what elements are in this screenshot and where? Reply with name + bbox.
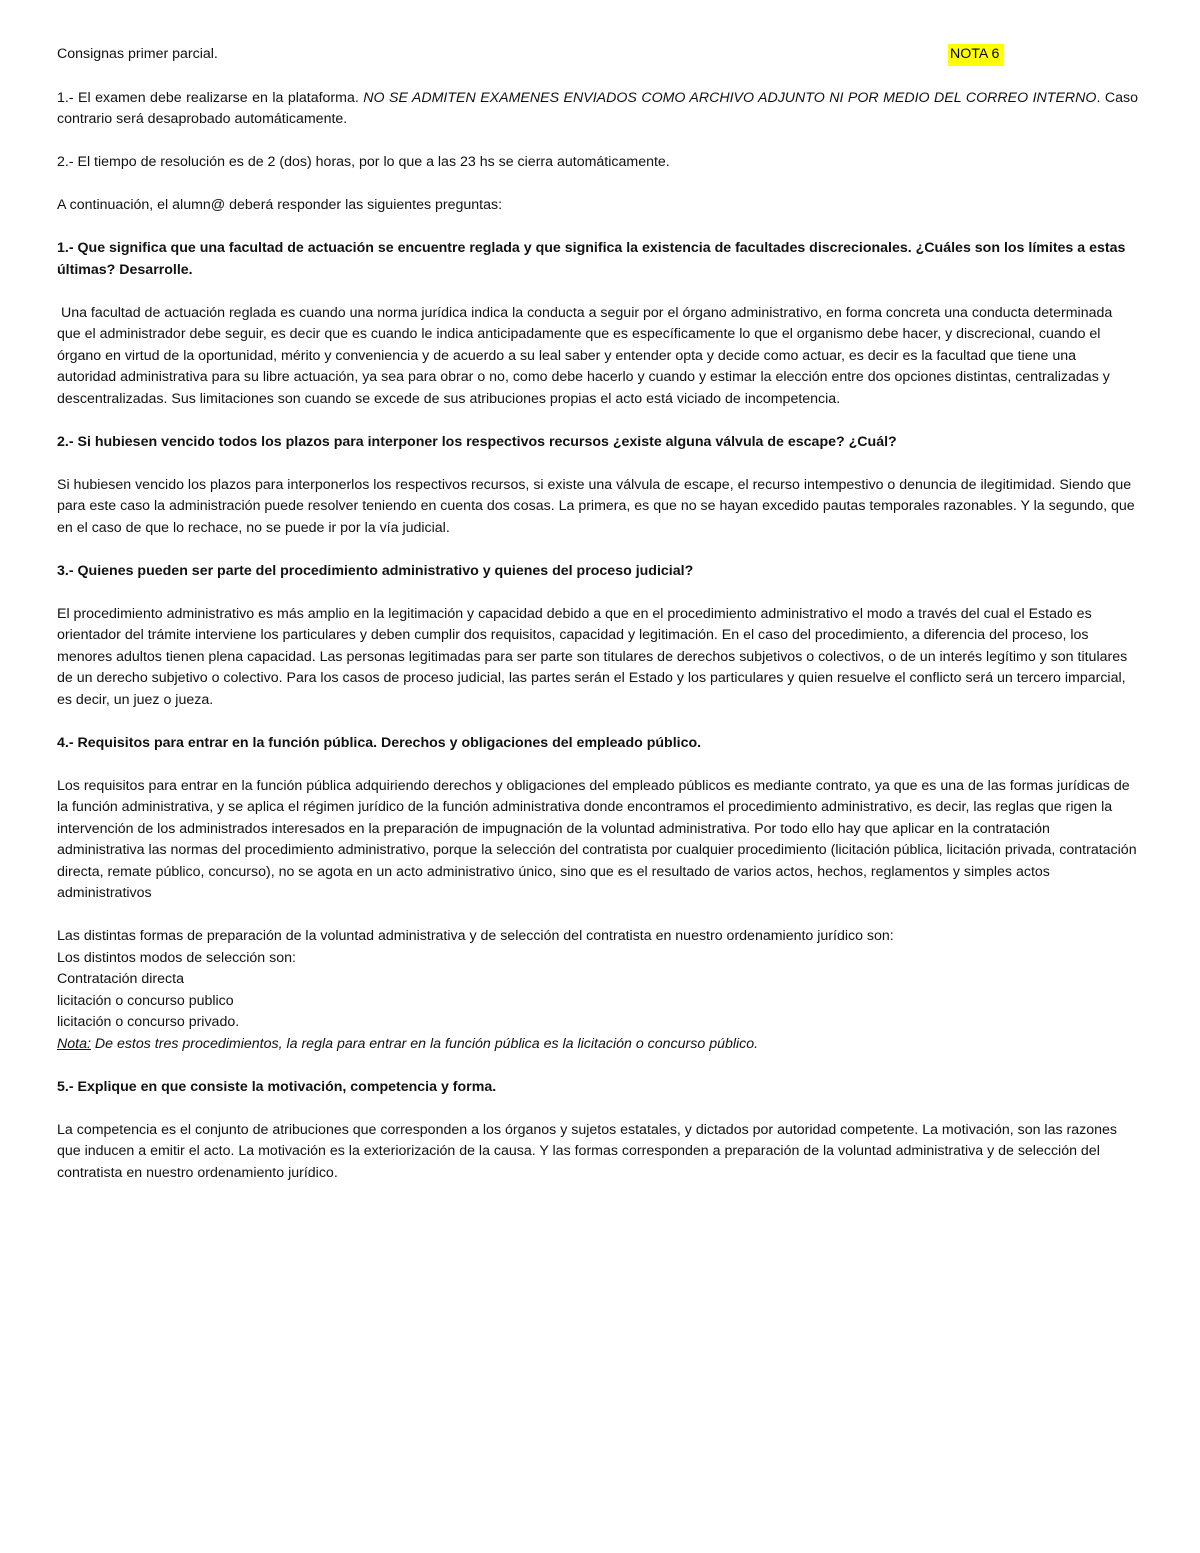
rule-2: 2.- El tiempo de resolución es de 2 (dos) horas, por lo que a las 23 hs se cierra automáticamente. (57, 154, 670, 170)
question-5: 5.- Explique en que consiste la motivación, competencia y forma. (57, 1078, 497, 1095)
answer-4-note (57, 1034, 1138, 1056)
document-page (57, 44, 1138, 1184)
question-4: 4.- Requisitos para entrar en la función pública. Derechos y obligaciones del empleado público. (57, 734, 702, 751)
question-2: 2.- Si hubiesen vencido todos los plazos para interponer los respectivos recursos ¿existe alguna válvula de escape? ¿Cuál? (57, 433, 897, 450)
selection-mode-item: licitación o concurso publico (57, 992, 234, 1009)
question-3: 3.- Quienes pueden ser parte del procedimiento administrativo y quienes del proceso judicial? (57, 562, 694, 579)
note-label: Nota: (57, 1035, 91, 1052)
answer-1: Una facultad de actuación reglada es cuando una norma jurídica indica la conducta a seguir por el órgano administrativo, en forma concreta una conducta determinada que el administrador debe seguir, es decir que es cuando le indica anticipadamente que es específicamente lo que el organismo debe hacer, y discrecional, cuando el órgano en virtud de la oportunidad, mérito y conveniencia y de acuerdo a su leal saber y entender opta y decide como actuar, es decir es la facultad que tiene una autoridad administrativa para su libre actuación, ya sea para obrar o no, como debe hacerlo y cuando y estimar la elección entre dos opciones distintas, centralizadas y descentralizadas. Sus limitaciones son cuando se excede de sus atribuciones propias el acto está viciado de incompetencia. (57, 304, 1117, 407)
question-1: 1.- Que significa que una facultad de actuación se encuentre reglada y que significa la existencia de facultades discrecionales. ¿Cuáles son los límites a estas últimas? Desarrolle. (57, 240, 1126, 278)
answer-5: La competencia es el conjunto de atribuciones que corresponden a los órganos y sujetos estatales, y dictados por autoridad competente. La motivación, son las razones que inducen a emitir el acto. La motivación es la exteriorización de la causa. Y las formas corresponden a preparación de la voluntad administrativa y de selección del contratista en nuestro ordenamiento jurídico. (57, 1121, 1117, 1181)
document-title: Consignas primer parcial. (57, 46, 218, 62)
answer-4: Los requisitos para entrar en la función pública adquiriendo derechos y obligaciones del empleado públicos es mediante contrato, ya que es una de las formas jurídicas de la función administrativa, y se aplica el régimen jurídico de la función administrativa donde encontramos el procedimiento administrativo, es decir, las reglas que rigen la intervención de los administrados interesados en la preparación de impugnación de la voluntad administrativa. Por todo ello hay que aplicar en la contratación administrativa las normas del procedimiento administrativo, porque la selección del contratista por cualquier procedimiento (licitación pública, licitación privada, contratación directa, remate público, concurso), no se agota en un acto administrativo único, sino que es el resultado de varios actos, hechos, reglamentos y simples actos administrativos (57, 777, 1137, 901)
grade-highlight: NOTA 6 (948, 44, 1004, 66)
answer-4-forms-line: Las distintas formas de preparación de la voluntad administrativa y de selección del contratista en nuestro ordenamiento jurídico son: (57, 928, 894, 944)
rule-1-end: . Caso contrario será desaprobado automáticamente. (57, 89, 1138, 127)
answer-3: El procedimiento administrativo es más amplio en la legitimación y capacidad debido a que en el procedimiento administrativo el modo a través del cual el Estado es orientador del trámite interviene los particulares y deben cumplir dos requisitos, capacidad y legitimación. En el caso del procedimiento, a diferencia del proceso, los menores adultos tienen plena capacidad. Las personas legitimadas para ser parte son titulares de derechos subjetivos o colectivos, o de un interés legítimo y son titulares de un derecho subjetivo o colectivo. Para los casos de proceso judicial, las partes serán el Estado y los particulares y quien resuelve el conflicto será un tercero imparcial, es decir, un juez o jueza. (57, 605, 1128, 708)
rule-1 (57, 88, 1138, 131)
rule-1-start: 1.- El examen debe realizarse en la plataforma. (57, 89, 364, 106)
answer-4-modes-line: Los distintos modos de selección son: (57, 949, 296, 966)
rule-1-italic: NO SE ADMITEN EXAMENES ENVIADOS COMO ARCHIVO ADJUNTO NI POR MEDIO DEL CORREO INTERNO (363, 89, 1097, 106)
instructions-intro: A continuación, el alumn@ deberá responder las siguientes preguntas: (57, 197, 503, 213)
selection-mode-item: licitación o concurso privado. (57, 1014, 240, 1030)
note-text: De estos tres procedimientos, la regla para entrar en la función pública es la licitación o concurso público. (90, 1035, 759, 1052)
document-header (57, 44, 1138, 66)
answer-2: Si hubiesen vencido los plazos para interponerlos los respectivos recursos, si existe una válvula de escape, el recurso intempestivo o denuncia de ilegitimidad. Siendo que para este caso la administración puede resolver teniendo en cuenta dos cosas. La primera, es que no se hayan excedido pautas temporales razonables. Y la segundo, que en el caso de que lo rechace, no se puede ir por la vía judicial. (57, 476, 1135, 536)
selection-mode-item: Contratación directa (57, 971, 184, 987)
